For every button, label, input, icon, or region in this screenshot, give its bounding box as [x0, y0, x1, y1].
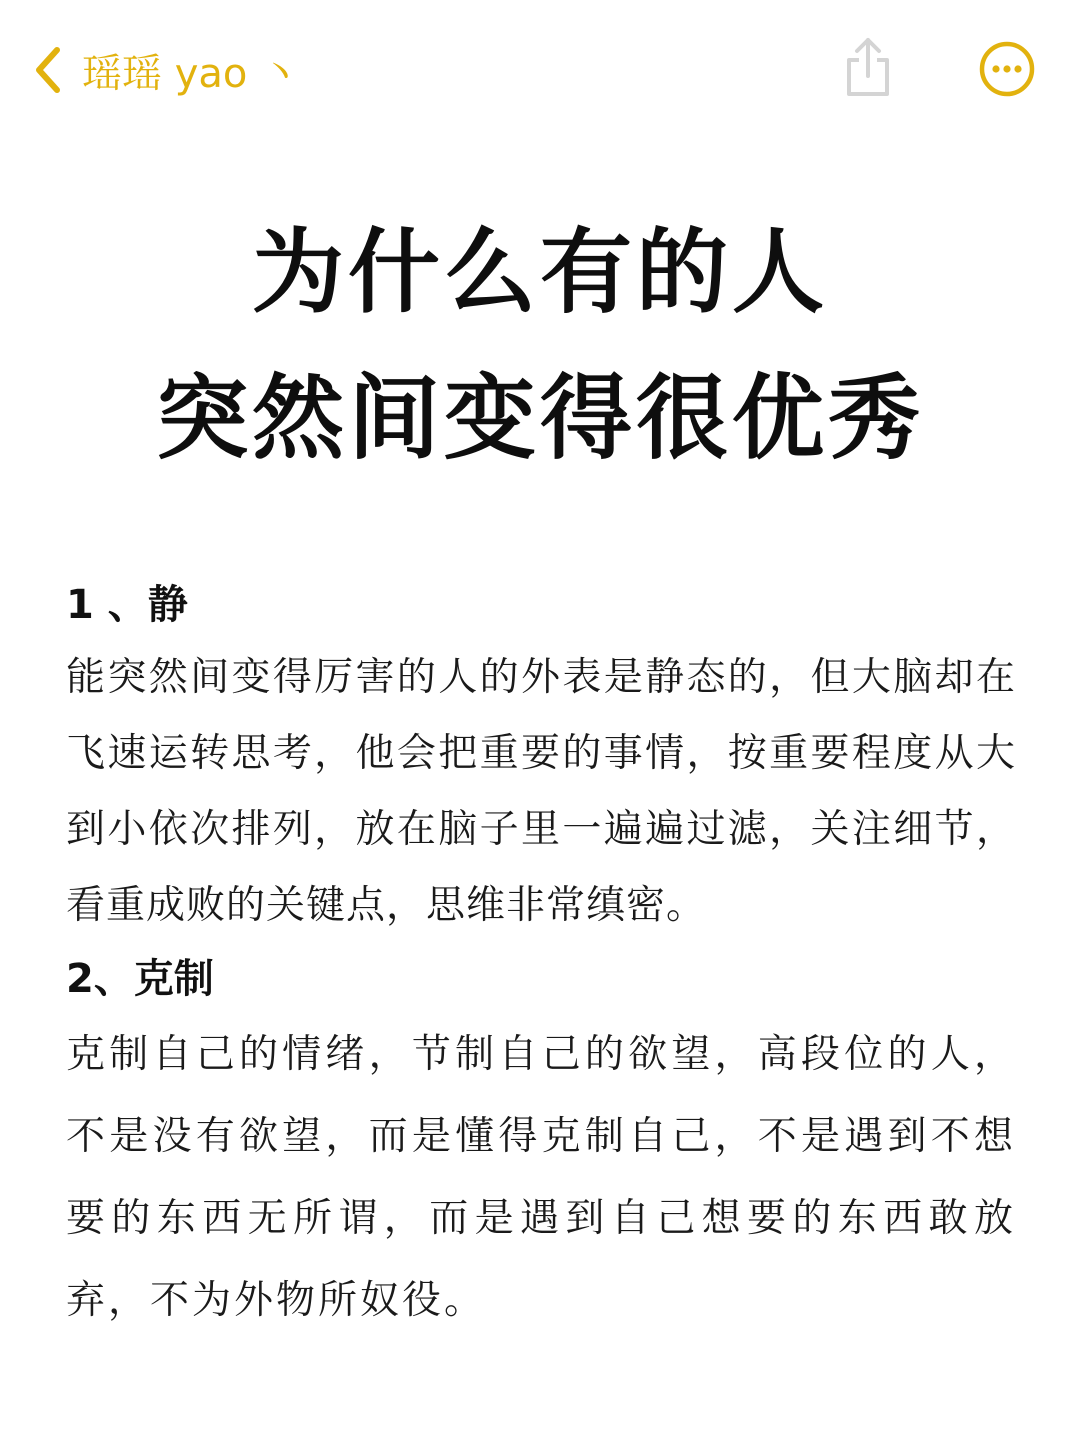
chevron-left-icon[interactable] [26, 40, 70, 100]
title-line-1: 为什么有的人 [251, 219, 828, 326]
author-name[interactable]: 瑶瑶 yao 丶 [82, 50, 301, 97]
section-paragraph-1: 能突然间变得厉害的人的外表是静态的，但大脑却在飞速运转思考，他会把重要的事情，按重要程度从大到小依次排列，放在脑子里一遍遍过滤，关注细节，看重成败的关键点，思维非常缜密。 [66, 655, 1016, 928]
section-heading-1: 1 、静 [66, 582, 188, 628]
share-button[interactable] [838, 34, 898, 104]
more-options-button[interactable] [978, 42, 1036, 100]
section-heading-2: 2、克制 [66, 956, 214, 1002]
share-icon[interactable] [843, 36, 893, 102]
post-body [66, 570, 1016, 1342]
top-nav-bar [0, 0, 1080, 140]
section-paragraph-2: 克制自己的情绪，节制自己的欲望，高段位的人，不是没有欲望，而是懂得克制自己，不是遇到不想要的东西无所谓，而是遇到自己想要的东西敢放弃，不为外物所奴役。 [66, 1032, 1016, 1323]
title-line-2: 突然间变得很优秀 [155, 365, 924, 472]
post-title [0, 200, 1080, 492]
back-button[interactable] [26, 40, 300, 100]
more-icon[interactable] [978, 40, 1036, 102]
